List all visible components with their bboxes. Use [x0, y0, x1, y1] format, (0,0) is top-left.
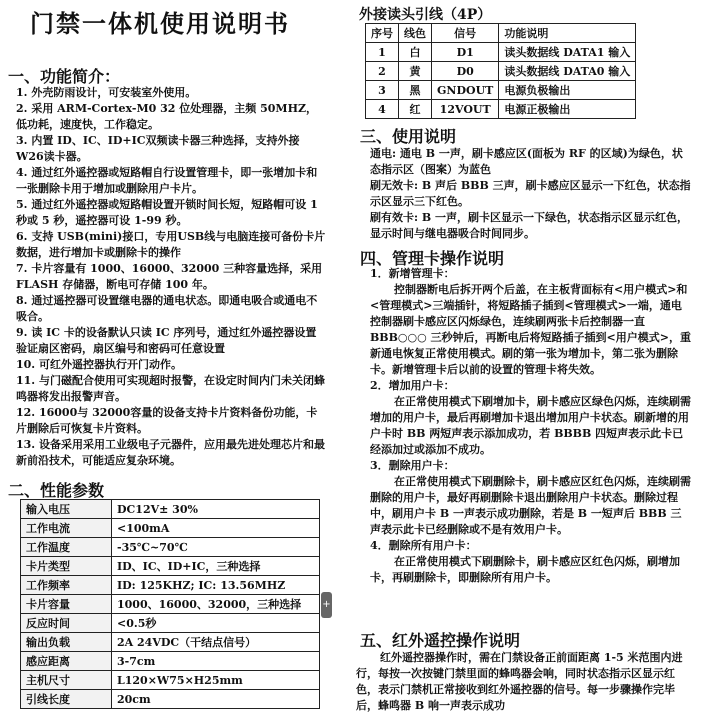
spec-label: 卡片类型: [21, 557, 112, 576]
spec-label: 主机尺寸: [21, 671, 112, 690]
spec-row: [21, 557, 320, 576]
spec-value: <0.5秒: [112, 614, 320, 633]
spec-row: [21, 595, 320, 614]
spec-value: ID: 125KHZ; IC: 13.56MHZ: [112, 576, 320, 595]
function-item: 6. 支持 USB(mini)接口，专用USB线与电脑连接可备份卡片数据，进行增加卡或删除卡的操作: [16, 230, 326, 259]
admin-subheading: 2．增加用户卡：: [370, 379, 455, 392]
spec-row: [21, 519, 320, 538]
wire-cell: 4: [366, 100, 399, 119]
usage-block: [370, 146, 692, 242]
wire-cell: 电源正极输出: [499, 100, 636, 119]
admin-paragraph: 在正常使用模式下刷删除卡，刷卡感应区红色闪烁，连续刷需删除的用户卡，最好再刷删除卡退出删除用户卡状态。删除过程中，刷用户卡 B 一声表示成功删除，若是 B 一短声后 BBB 三声表示此卡已经删除或不是有效用户卡。: [370, 475, 691, 536]
admin-subheading: 4．删除所有用户卡：: [370, 539, 477, 552]
admin-paragraph: 在正常使用模式下刷增加卡，刷卡感应区绿色闪烁，连续刷需增加的用户卡，最后再刷增加卡退出增加用户卡状态。刷新增的用户卡时 BB 两短声表示添加成功，若 BBBB 四短声表示此卡已经添加过或添加不成功。: [370, 395, 691, 456]
spec-row: [21, 576, 320, 595]
function-item: 8. 通过遥控器可设置继电器的通电状态。即通电吸合或通电不吸合。: [16, 294, 318, 323]
spec-row: [21, 690, 320, 709]
spec-row: [21, 652, 320, 671]
wire-cell: 读头数据线 DATA0 输入: [499, 62, 636, 81]
wiring-heading: 外接读头引线（4P）: [359, 7, 492, 23]
wire-cell: 红: [399, 100, 432, 119]
wire-row: [366, 81, 636, 100]
admin-paragraph: 控制器断电后拆开两个后盖，在主板背面标有<用户模式>和<管理模式>三端插针，将短路插子插到<管理模式>一端，通电控制器刷卡感应区闪烁绿色，连续刷两张卡后控制器一直 BBB○○○ 三秒钟后，再断电后将短路插子插到<用户模式>，重新通电恢复正常使用模式。刷的第一张为增加卡，第二张为删除卡。新增管理卡后以前的设置的管理卡将失效。: [370, 283, 691, 376]
function-item: 11. 与门磁配合使用可实现超时报警，在设定时间内门未关闭蜂鸣器将发出报警声音。: [16, 374, 325, 403]
section-usage-heading: 三、使用说明: [360, 127, 457, 146]
wire-cell: 1: [366, 43, 399, 62]
wire-col-function: 功能说明: [499, 24, 636, 43]
spec-value: DC12V± 30%: [112, 500, 320, 519]
function-item: 10. 可红外遥控器执行开门动作。: [16, 358, 182, 371]
wire-cell: D1: [432, 43, 499, 62]
spec-label: 工作温度: [21, 538, 112, 557]
spec-label: 输出负载: [21, 633, 112, 652]
function-list: [16, 85, 326, 469]
admin-subheading: 3．删除用户卡：: [370, 459, 455, 472]
expand-toggle-icon[interactable]: +: [321, 592, 332, 618]
spec-value: <100mA: [112, 519, 320, 538]
wire-cell: 12VOUT: [432, 100, 499, 119]
function-item: 2. 采用 ARM-Cortex-M0 32 位处理器，主频 50MHZ，低功耗，速度快，工作稳定。: [16, 102, 317, 131]
wire-cell: GNDOUT: [432, 81, 499, 100]
spec-table: [20, 499, 320, 709]
spec-row: [21, 614, 320, 633]
wire-cell: 黑: [399, 81, 432, 100]
wire-row: [366, 100, 636, 119]
admin-block: [370, 266, 692, 586]
page-title: 门禁一体机使用说明书: [30, 9, 290, 38]
usage-power: 通电: 通电 B 一声，刷卡感应区(面板为 RF 的区域)为绿色，状态指示区（图案）为蓝色: [370, 147, 683, 176]
spec-label: 输入电压: [21, 500, 112, 519]
spec-value: 3-7cm: [112, 652, 320, 671]
wire-col-signal: 信号: [432, 24, 499, 43]
function-item: 9. 读 IC 卡的设备默认只读 IC 序列号，通过红外遥控器设置验证扇区密码，扇区编号和密码可任意设置: [16, 326, 317, 355]
admin-paragraph: 在正常使用模式下刷删除卡，刷卡感应区红色闪烁，刷增加卡，再刷删除卡，即删除所有用户卡。: [370, 555, 680, 584]
spec-label: 工作频率: [21, 576, 112, 595]
spec-row: [21, 538, 320, 557]
function-item: 1. 外壳防雨设计，可安装室外使用。: [16, 86, 197, 99]
wiring-table: [365, 23, 636, 119]
wire-cell: 黄: [399, 62, 432, 81]
wire-col-color: 线色: [399, 24, 432, 43]
spec-label: 引线长度: [21, 690, 112, 709]
wire-cell: 白: [399, 43, 432, 62]
function-item: 4. 通过红外遥控器或短路帽自行设置管理卡，即一张增加卡和一张删除卡用于增加或删除用户卡片。: [16, 166, 318, 195]
usage-invalid-card: 刷无效卡: B 声后 BBB 三声，刷卡感应区显示一下红色，状态指示区显示三下红色。: [370, 179, 691, 208]
spec-row: [21, 671, 320, 690]
function-item: 5. 通过红外遥控器或短路帽设置开锁时间长短，短路帽可设 1 秒或 5 秒，遥控器可设 1-99 秒。: [16, 198, 318, 227]
function-item: 3. 内置 ID、IC、ID+IC双频读卡器三种选择，支持外接 W26读卡器。: [16, 134, 300, 163]
wire-cell: 3: [366, 81, 399, 100]
wire-cell: 2: [366, 62, 399, 81]
function-item: 13. 设备采用采用工业级电子元器件，应用最先进处理芯片和最新前沿技术，可能适应复杂环境。: [16, 438, 325, 467]
spec-row: [21, 633, 320, 652]
spec-value: 1000、16000、32000，三种选择: [112, 595, 320, 614]
spec-label: 卡片容量: [21, 595, 112, 614]
section-spec-heading: 二、性能参数: [8, 481, 105, 500]
spec-row: [21, 500, 320, 519]
wire-cell: D0: [432, 62, 499, 81]
spec-label: 反应时间: [21, 614, 112, 633]
wire-col-index: 序号: [366, 24, 399, 43]
spec-value: ID、IC、ID+IC，三种选择: [112, 557, 320, 576]
spec-value: 20cm: [112, 690, 320, 709]
usage-valid-card: 刷有效卡: B 一声，刷卡区显示一下绿色，状态指示区显示红色，显示时间与继电器吸合时间同步。: [370, 211, 689, 240]
section-function-heading: 一、功能简介：: [8, 67, 121, 86]
section-admin-heading: 四、管理卡操作说明: [360, 249, 505, 268]
ir-paragraph: 红外遥控器操作时，需在门禁设备正前面距离 1-5 米范围内进行，每按一次按键门禁里面的蜂鸣器会响，同时状态指示区显示红色，表示门禁机正常接收到红外遥控器的信号。每一步骤操作完毕后，蜂鸣器 B 响一声表示成功: [356, 651, 683, 712]
admin-subheading: 1．新增管理卡：: [370, 267, 455, 280]
spec-value: L120×W75×H25mm: [112, 671, 320, 690]
function-item: 7. 卡片容量有 1000、16000、32000 三种容量选择，采用 FLASH 存储器，断电可存储 100 年。: [16, 262, 323, 291]
wire-cell: 读头数据线 DATA1 输入: [499, 43, 636, 62]
spec-value: -35℃~70℃: [112, 538, 320, 557]
spec-value: 2A 24VDC（干结点信号）: [112, 633, 320, 652]
spec-label: 感应距离: [21, 652, 112, 671]
spec-label: 工作电流: [21, 519, 112, 538]
wire-row: [366, 43, 636, 62]
function-item: 12. 16000与 32000容量的设备支持卡片资料备份功能，卡片删除后可恢复卡片资料。: [16, 406, 318, 435]
wire-row: [366, 62, 636, 81]
section-ir-heading: 五、红外遥控操作说明: [360, 631, 521, 650]
wire-cell: 电源负极输出: [499, 81, 636, 100]
